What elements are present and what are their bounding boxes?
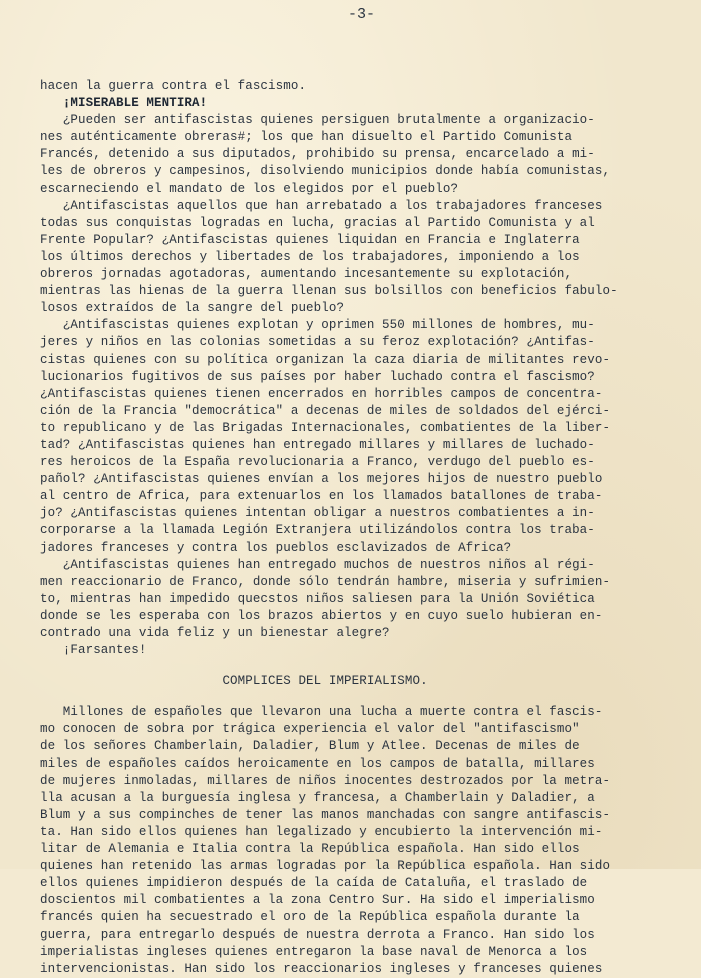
section-heading [40, 673, 680, 690]
text-line: ¡Farsantes! [40, 643, 147, 658]
text-line: cistas quienes con su política organizan la caza diaria de militantes revo- [40, 352, 611, 367]
text-line: lucionarios fugitivos de sus países por haber luchado contra el fascismo? [40, 369, 595, 384]
text-line: Blum y a sus compinches de tener las manos manchadas con sangre antifascis- [40, 807, 611, 822]
text-line: imperialistas ingleses quienes entregaron la base naval de Menorca a los [40, 944, 588, 959]
text-line: ¿Antifascistas quienes han entregado muchos de nuestros niños al régi- [40, 557, 595, 572]
text-line: ellos quienes impidieron después de la caída de Cataluña, el traslado de [40, 876, 588, 891]
text-line: quienes han retenido las armas logradas por la República española. Han sido [40, 859, 611, 874]
page-number: -3- [348, 6, 376, 23]
section-complices [40, 704, 680, 978]
text-line: mo conocen de sobra por trágica experiencia el valor del "antifascismo" [40, 722, 580, 737]
text-line: hacen la guerra contra el fascismo. [40, 79, 307, 93]
text-line: todas sus conquistas logradas en lucha, gracias al Partido Comunista y al [40, 215, 595, 230]
text-line: los últimos derechos y libertades de los trabajadores, imponiendo a los [40, 249, 580, 264]
text-line: guerra, para entregarlo después de nuestra derrota a Franco. Han sido los [40, 927, 595, 942]
text-line: tad? ¿Antifascistas quienes han entregado millares y millares de luchado- [40, 437, 595, 452]
text-line: contrado una vida feliz y un bienestar alegre? [40, 626, 390, 640]
text-line: Frente Popular? ¿Antifascistas quienes liquidan en Francia e Inglaterra [40, 232, 580, 247]
paragraph-gap [40, 690, 680, 704]
section-antifascism-questions [40, 78, 680, 659]
text-line: Millones de españoles que llevaron una lucha a muerte contra el fascis- [40, 705, 603, 720]
text-line: jeres y niños en las colonias sometidas a su feroz explotación? ¿Antifas- [40, 335, 595, 350]
paragraph-gap [40, 659, 680, 673]
text-line: pañol? ¿Antifascistas quienes envían a los mejores hijos de nuestro pueblo [40, 472, 603, 487]
text-line: ¿Antifascistas quienes explotan y oprimen 550 millones de hombres, mu- [40, 318, 595, 333]
text-line: escarneciendo el mandato de los elegidos por el pueblo? [40, 181, 459, 196]
text-line: jadores franceses y contra los pueblos esclavizados de Africa? [40, 540, 512, 555]
text-line: lla acusan a la burguesía inglesa y francesa, a Chamberlain y Daladier, a [40, 790, 595, 805]
text-line: losos extraídos de la sangre del pueblo? [40, 301, 345, 316]
text-line: res heroicos de la España revolucionaria a Franco, verdugo del pueblo es- [40, 455, 595, 470]
text-line: donde se les esperaba con los brazos abiertos y en cuyo suelo hubieran en- [40, 608, 603, 623]
text-line: nes auténticamente obreras#; los que han disuelto el Partido Comunista [40, 130, 573, 145]
text-line: de los señores Chamberlain, Daladier, Blum y Atlee. Decenas de miles de [40, 739, 580, 754]
text-line: miles de españoles caídos heroicamente en los campos de batalla, millares [40, 756, 595, 771]
text-line: litar de Alemania e Italia contra la República española. Han sido ellos [40, 842, 580, 857]
text-line: de mujeres inmoladas, millares de niños inocentes destrozados por la metra- [40, 773, 611, 788]
text-line: obreros jornadas agotadoras, aumentando incesantemente su explotación, [40, 267, 573, 282]
text-line: ¿Pueden ser antifascistas quienes persiguen brutalmente a organizacio- [40, 113, 595, 128]
text-line: men reaccionario de Franco, donde sólo tendrán hambre, miseria y sufrimien- [40, 574, 611, 589]
text-line: intervencionistas. Han sido los reaccionarios ingleses y franceses quienes [40, 961, 603, 976]
section-heading-text: COMPLICES DEL IMPERIALISMO. [222, 674, 428, 689]
text-line: jo? ¿Antifascistas quienes intentan obligar a nuestros combatientes a in- [40, 506, 595, 521]
text-line: to republicano y de las Brigadas Internacionales, combatientes de la liber- [40, 420, 611, 435]
text-line: Francés, detenido a sus diputados, prohibido su prensa, encarcelado a mi- [40, 147, 595, 162]
text-line: corporarse a la llamada Legión Extranjera utilizándolos contra los traba- [40, 523, 595, 538]
text-line: ¡MISERABLE MENTIRA! [40, 96, 208, 111]
text-line: doscientos mil combatientes a la zona Centro Sur. Ha sido el imperialismo [40, 893, 595, 908]
text-line: ción de la Francia "democrática" a decenas de miles de soldados del ejérci- [40, 403, 611, 418]
text-line: mientras las hienas de la guerra llenan sus bolsillos con beneficios fabulo- [40, 284, 618, 299]
text-line: ¿Antifascistas quienes tienen encerrados en horribles campos de concentra- [40, 386, 603, 401]
document-body [40, 78, 680, 978]
text-line: to, mientras han impedido quecstos niños saliesen para la Unión Soviética [40, 591, 595, 606]
text-line: ta. Han sido ellos quienes han legalizado y encubierto la intervención mi- [40, 824, 603, 839]
text-line: les de obreros y campesinos, disolviendo municipios donde había comunistas, [40, 164, 611, 179]
text-line: al centro de Africa, para extenuarlos en los llamados batallones de traba- [40, 489, 603, 504]
text-line: ¿Antifascistas aquellos que han arrebatado a los trabajadores franceses [40, 198, 603, 213]
text-line: francés quien ha secuestrado el oro de la República española durante la [40, 910, 580, 925]
